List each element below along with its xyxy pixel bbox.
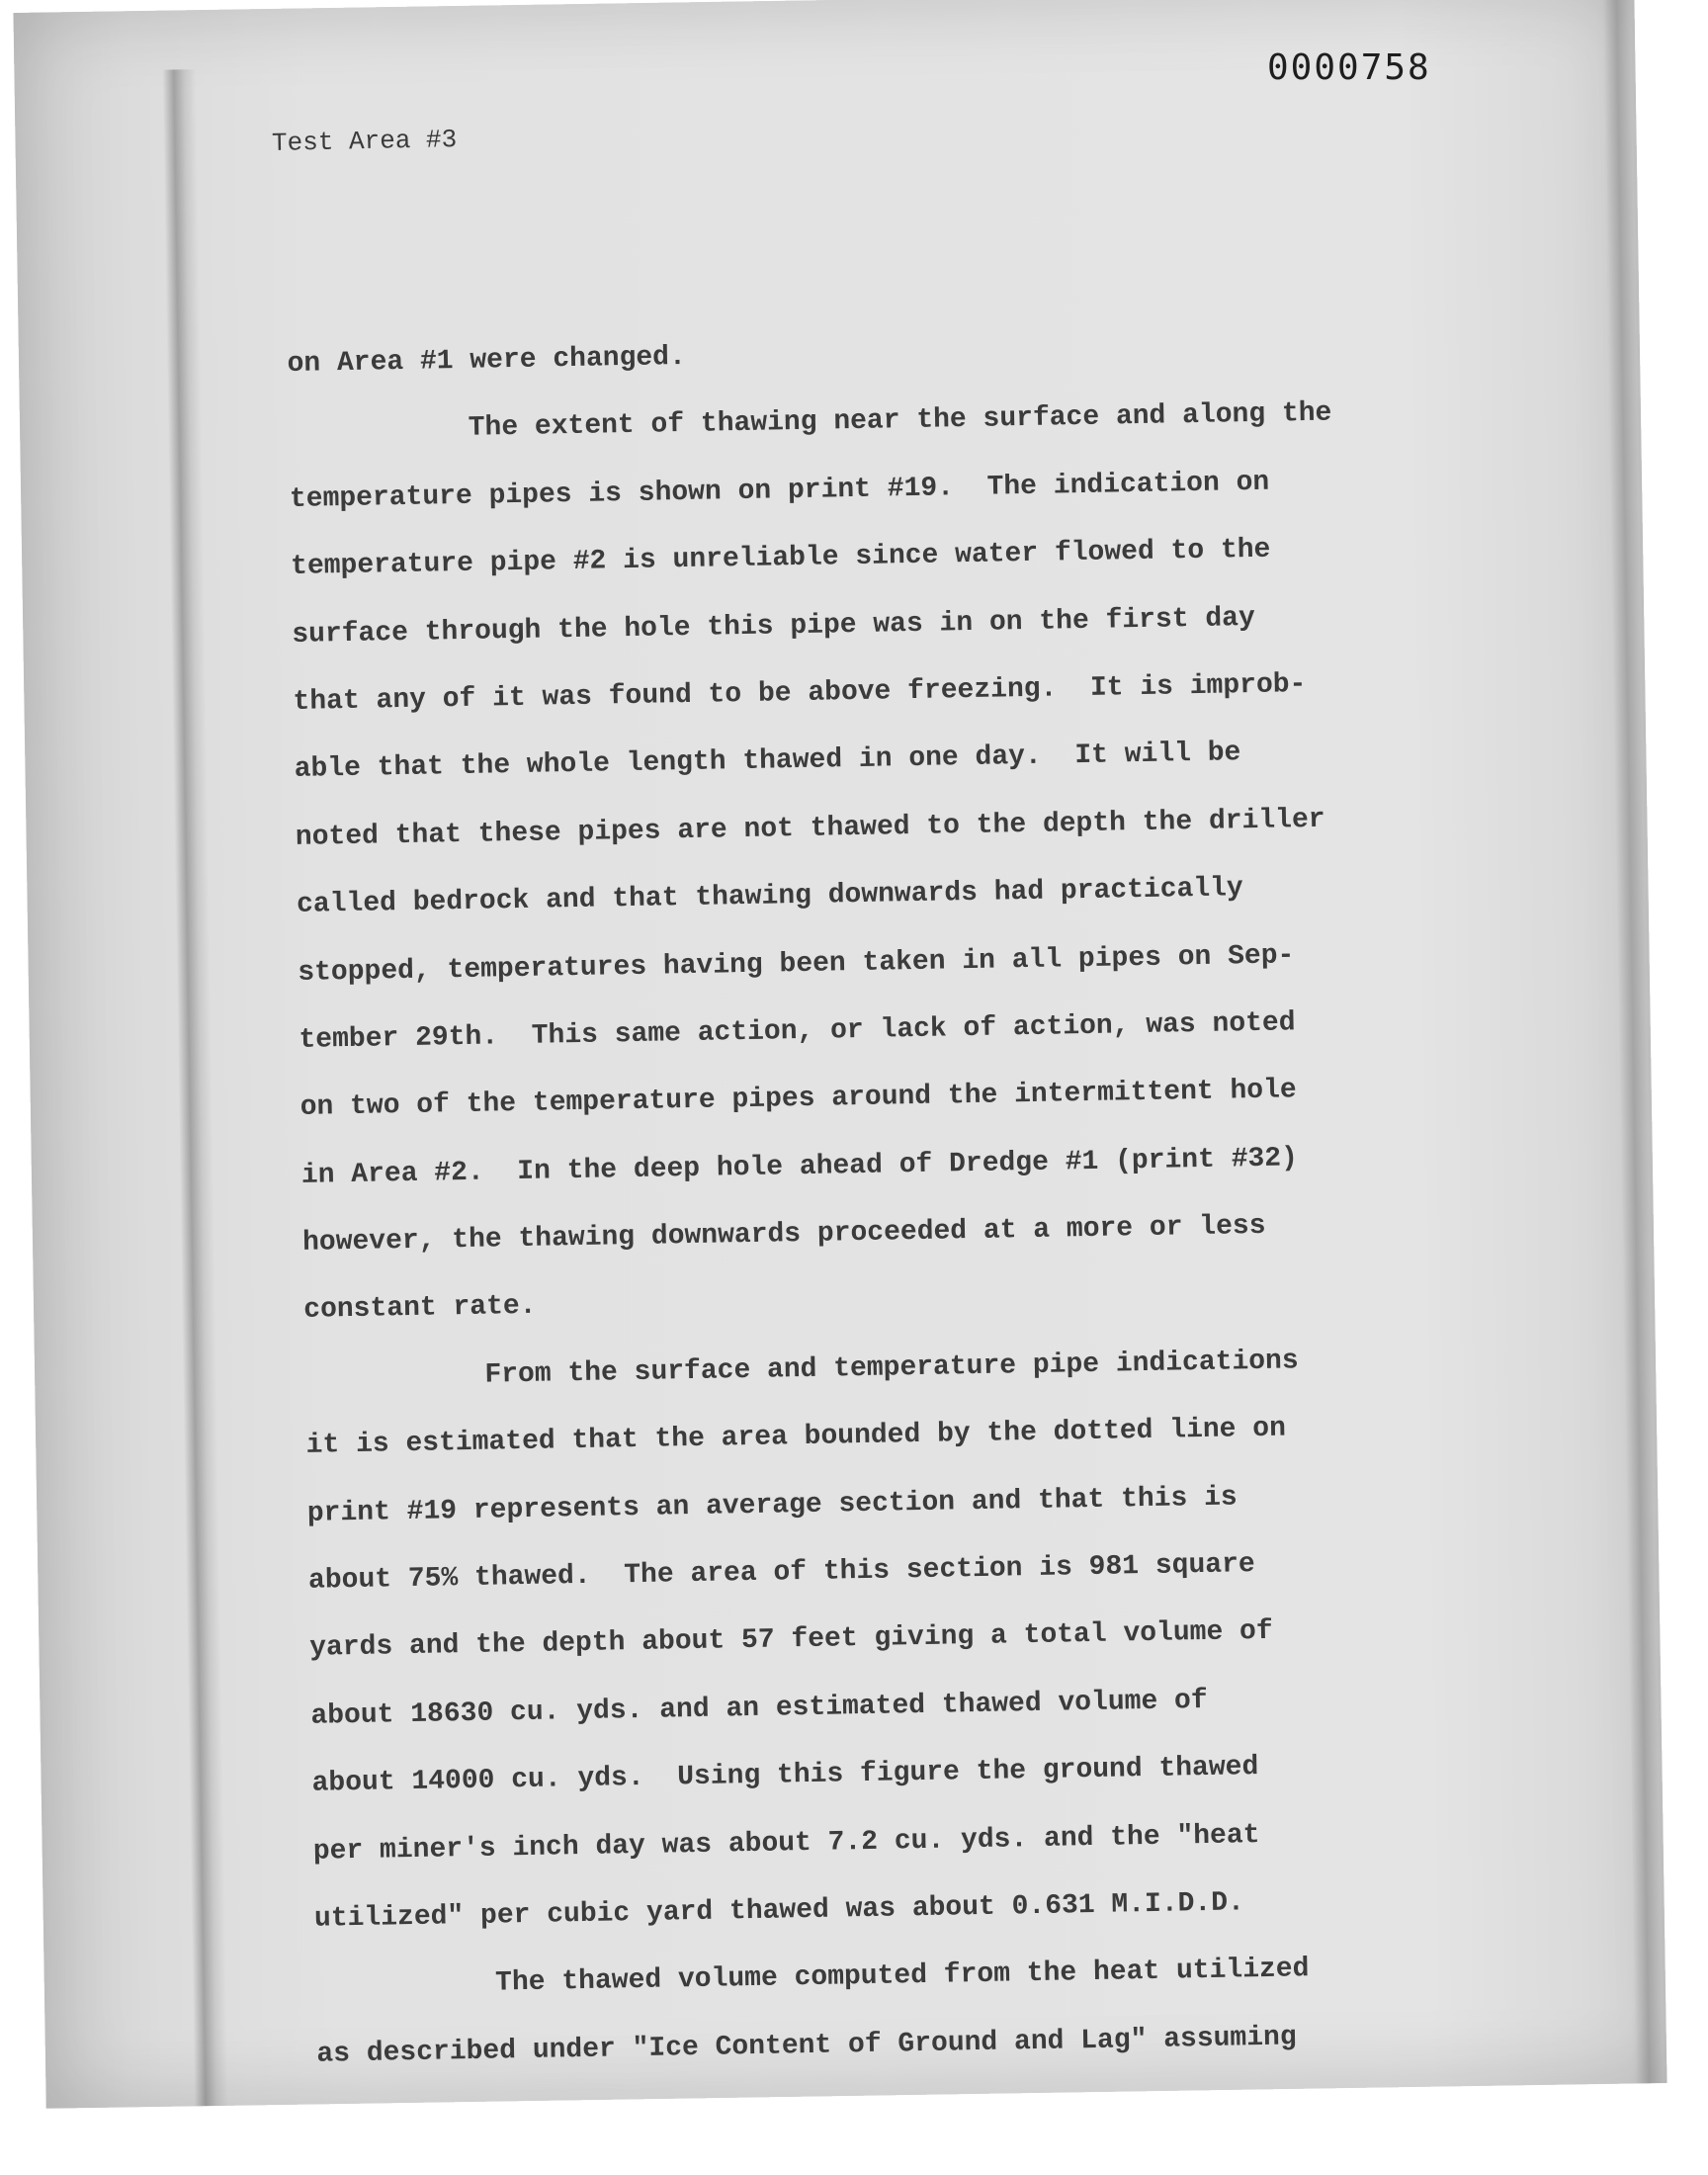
text-line: in Area #2. In the deep hole ahead of Dredge #1 (print #32) (300, 1142, 1299, 1191)
text-line: surface through the hole this pipe was in on the first day (292, 602, 1256, 651)
page-header: Test Area #3 (271, 125, 458, 158)
text-line: on Area #1 were changed. (287, 341, 687, 380)
body-text (287, 309, 1553, 2089)
text-line: about 18630 cu. yds. and an estimated thawed volume of (310, 1685, 1208, 1732)
text-line: that any of it was found to be above freezing. It is improb- (293, 669, 1307, 718)
text-line: able that the whole length thawed in one day. It will be (294, 738, 1241, 786)
text-line: temperature pipe #2 is unreliable since water flowed to the (290, 534, 1271, 583)
text-line: yards and the depth about 57 feet giving a total volume of (308, 1616, 1273, 1665)
text-line: The extent of thawing near the surface and along the (468, 397, 1332, 445)
text-line: utilized" per cubic yard thawed was about 0.631 M.I.D.D. (313, 1887, 1245, 1935)
binding-shadow (162, 69, 227, 2106)
text-line: print #19 represents an average section and that this is (306, 1482, 1238, 1529)
text-line: about 75% thawed. The area of this section is 981 square (307, 1549, 1255, 1597)
text-line: about 14000 cu. yds. Using this figure the ground thawed (311, 1752, 1259, 1799)
text-line: however, the thawing downwards proceeded at a more or less (301, 1210, 1266, 1259)
text-line: on two of the temperature pipes around the intermittent hole (299, 1075, 1298, 1124)
text-line: as described under "Ice Content of Ground and Lag" assuming (316, 2022, 1297, 2070)
text-line: From the surface and temperature pipe indications (484, 1346, 1299, 1391)
text-line: per miner's inch day was about 7.2 cu. yds. and the "heat (312, 1819, 1260, 1868)
page-edge-shadow (1602, 0, 1663, 2083)
text-line: The thawed volume computed from the heat utilized (494, 1954, 1310, 1999)
text-line: temperature pipes is shown on print #19. The indication on (289, 467, 1270, 515)
document-number: 0000758 (1267, 47, 1431, 88)
text-line: constant rate. (303, 1291, 537, 1327)
text-line: called bedrock and that thawing downwards had practically (296, 873, 1244, 921)
text-line: stopped, temperatures having been taken in all pipes on Sep- (298, 939, 1295, 989)
text-line: tember 29th. This same action, or lack of action, was noted (299, 1007, 1296, 1056)
text-line: noted that these pipes are not thawed to the depth the driller (295, 804, 1325, 853)
text-line: it is estimated that the area bounded by the dotted line on (305, 1413, 1287, 1462)
